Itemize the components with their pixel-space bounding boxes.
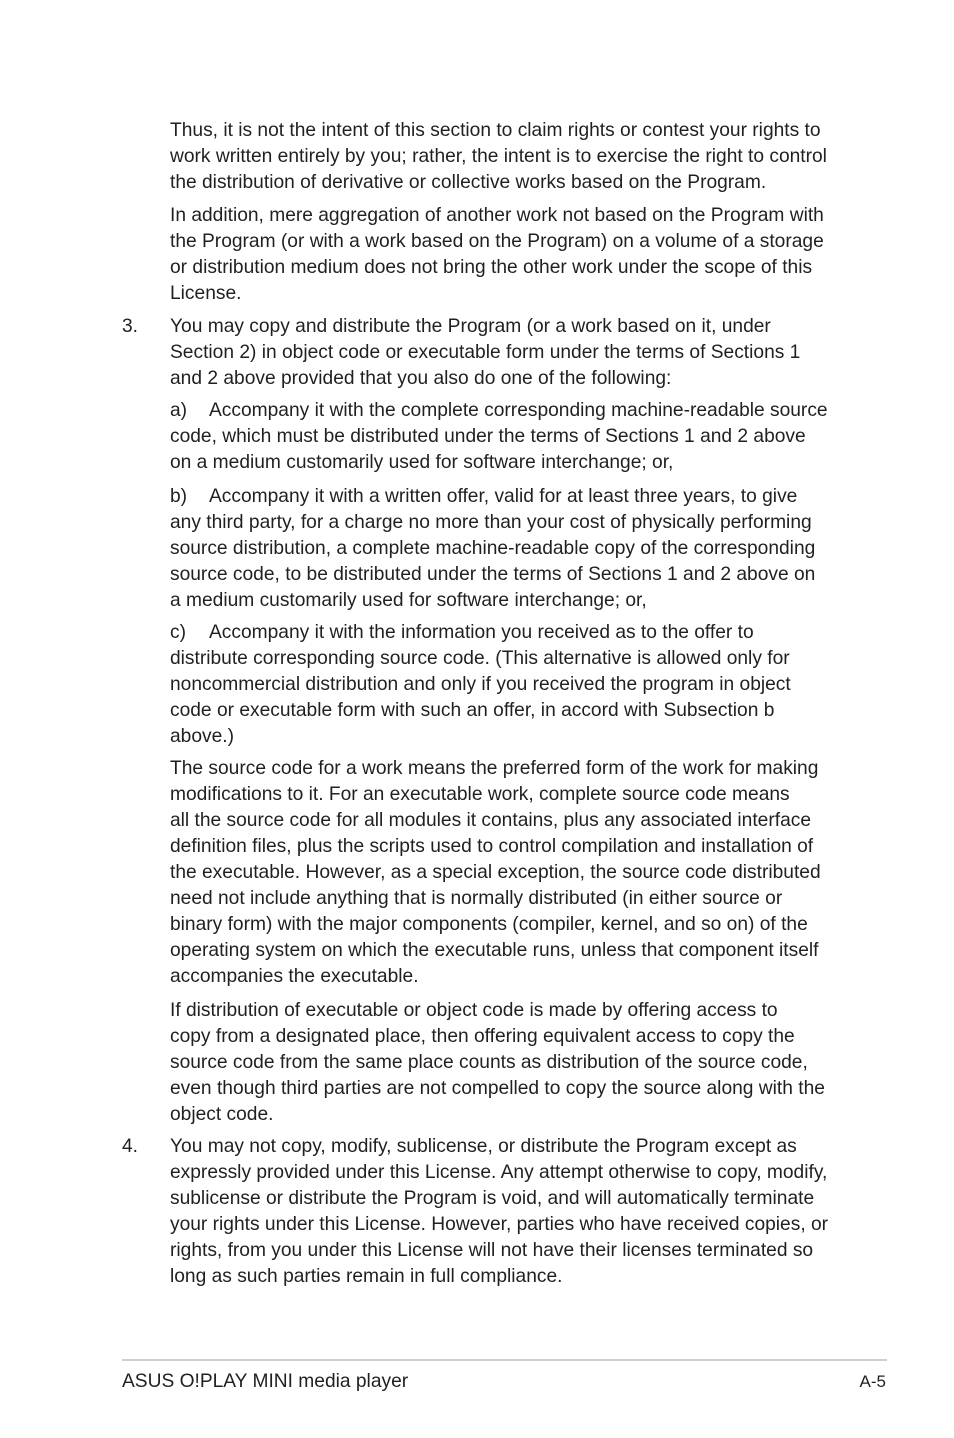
subitem-a — [170, 398, 850, 476]
subitem-c-text: Accompany it with the information you received as to the offer to distribute corresponding source code. (This alternative is allowed only for noncommercial distribution and only if you received the program in object code or executable form with such an offer, in accord with Subsection b above.) — [170, 622, 791, 747]
paragraph-distribution: If distribution of executable or object code is made by offering access to copy from a designated place, then offering equivalent access to copy the source code from the same place counts as distribution of the source code, even though third parties are not compelled to copy the source along with the object code. — [170, 1000, 825, 1125]
subitem-c-marker: c) — [170, 622, 186, 643]
paragraph-intent: Thus, it is not the intent of this section to claim rights or contest your rights to work written entirely by you; rather, the intent is to exercise the right to control the distribution of derivative or collective works based on the Program. — [170, 120, 827, 193]
subitem-c — [170, 620, 850, 750]
page-number: A-5 — [859, 1372, 886, 1391]
list-item-3-text: You may copy and distribute the Program (or a work based on it, under Section 2) in object code or executable form under the terms of Sections 1 and 2 above provided that you also do one of the following: — [170, 316, 801, 389]
subitem-a-text: Accompany it with the complete corresponding machine-readable source code, which must be distributed under the terms of Sections 1 and 2 above on a medium customarily used for software interchange; or, — [170, 400, 828, 473]
paragraph-aggregation: In addition, mere aggregation of another work not based on the Program with the Program (or with a work based on the Program) on a volume of a storage or distribution medium does not bring the other work under the scope of this License. — [170, 205, 824, 304]
footer-title: ASUS O!PLAY MINI media player — [122, 1371, 409, 1392]
subitem-a-marker: a) — [170, 400, 188, 421]
list-item-4-text: You may not copy, modify, sublicense, or distribute the Program except as expressly provided under this License. Any attempt otherwise to copy, modify, sublicense or distribute the Program is void, and will automatically terminate your rights under this License. However, parties who have received copies, or rights, from you under this License will not have their licenses terminated so long as such parties remain in full compliance. — [170, 1136, 829, 1287]
subitem-b-marker: b) — [170, 486, 188, 507]
paragraph-source-code: The source code for a work means the preferred form of the work for making modifications to it. For an executable work, complete source code means all the source code for all modules it contains, plus any associated interface definition files, plus the scripts used to control compilation and installation of the executable. However, as a special exception, the source code distributed need not include anything that is normally distributed (in either source or binary form) with the major components (compiler, kernel, and so on) of the operating system on which the executable runs, unless that component itself accompanies the executable. — [170, 758, 821, 987]
subitem-b — [170, 484, 850, 614]
subitem-b-text: Accompany it with a written offer, valid for at least three years, to give any third party, for a charge no more than your cost of physically performing source distribution, a complete machine-readable copy of the corresponding source code, to be distributed under the terms of Sections 1 and 2 above on a medium customarily used for software interchange; or, — [170, 486, 816, 611]
footer-divider — [122, 1359, 887, 1361]
list-number-4: 4. — [122, 1136, 139, 1157]
list-number-3: 3. — [122, 316, 139, 337]
